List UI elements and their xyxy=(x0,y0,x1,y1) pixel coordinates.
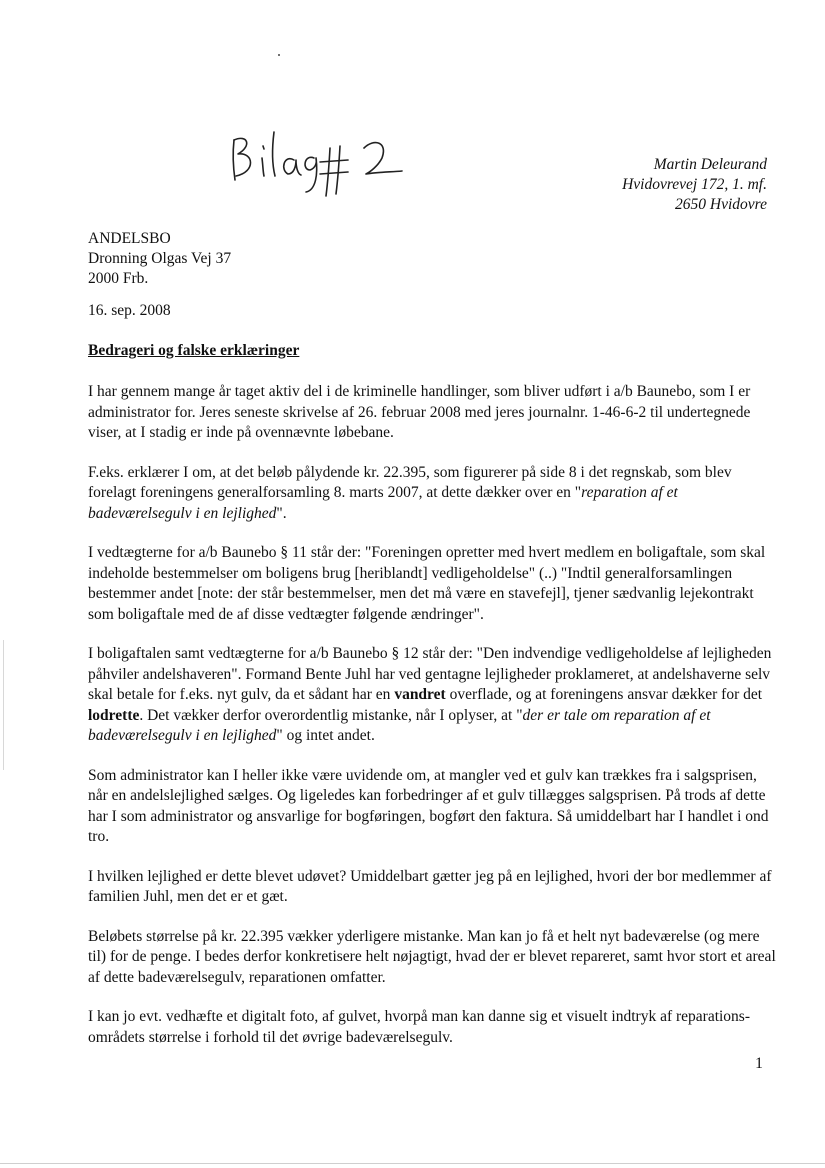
paragraph-4-bold-lodrette: lodrette xyxy=(88,706,140,724)
letter-body xyxy=(88,382,778,1067)
paragraph-2-text-a: F.eks. erklærer I om, at det beløb pålydende kr. 22.395, som figurerer på side 8 i det regnskab, som blev forelagt foreningens generalforsamling 8. marts 2007, at dette dækker over en " xyxy=(88,463,732,501)
paragraph-7: Beløbets størrelse på kr. 22.395 vækker yderligere mistanke. Man kan jo få et helt nyt badeværelse (og mere til) for de penge. I bedes derfor konkretisere helt nøjagtigt, hvad der er blevet repareret, samt hvor stort et areal af dette badeværelsegulv, reparationen omfatter. xyxy=(88,927,776,986)
paragraph-4-text-c: . Det vækker derfor overordentlig mistanke, når I oplyser, at " xyxy=(139,706,523,724)
sender-name: Martin Deleurand xyxy=(653,156,767,173)
paragraph-4 xyxy=(88,644,778,747)
sender-street: Hvidovrevej 172, 1. mf. xyxy=(622,176,767,193)
letter-date: 16. sep. 2008 xyxy=(88,302,171,319)
recipient-street: Dronning Olgas Vej 37 xyxy=(88,250,232,267)
sender-address xyxy=(622,155,767,215)
paragraph-5: Som administrator kan I heller ikke være uvidende om, at mangler ved et gulv kan trækkes fra i salgsprisen, når en andelslejlighed sælges. Og ligeledes kan forbedringer af et gulv tillægges salgsprisen. På trods af dette har I som administrator og ansvarlige for bogføringen, bogført den faktura. Så umiddelbart har I handlet i ond tro. xyxy=(88,766,769,845)
recipient-city: 2000 Frb. xyxy=(88,270,149,287)
page-number: 1 xyxy=(755,1055,763,1072)
scan-bottom-line xyxy=(0,1163,825,1164)
paragraph-4-text-a: I boligaftalen samt vedtægterne for a/b Baunebo § 12 står der: "Den indvendige vedligeholdelse af lejligheden påhviler andelshaveren". Formand Bente Juhl har ved gentagne lejligheder proklameret, at andelshaverne selv skal betale for f.eks. nyt gulv, da et sådant har en xyxy=(88,645,772,703)
recipient-name: ANDELSBO xyxy=(88,230,171,247)
paragraph-2-text-b: ". xyxy=(276,504,287,522)
sender-city: 2650 Hvidovre xyxy=(675,196,767,213)
paragraph-4-text-d: " og intet andet. xyxy=(276,727,375,744)
paragraph-1: I har gennem mange år taget aktiv del i de kriminelle handlinger, som bliver udført i a/b Baunebo, som I er administrator for. Jeres seneste skrivelse af 26. februar 2008 med jeres journalnr. 1-46-6-2 til undertegnede viser, at I stadig er inde på ovennævnte løbebane. xyxy=(88,383,751,441)
paragraph-6: I hvilken lejlighed er dette blevet udøvet? Umiddelbart gætter jeg på en lejlighed, hvori der bor medlemmer af familien Juhl, men det er et gæt. xyxy=(88,867,772,905)
paragraph-4-bold-vandret: vandret xyxy=(394,686,446,703)
scan-edge-line xyxy=(3,640,4,770)
letter-subject: Bedrageri og falske erklæringer xyxy=(88,342,300,359)
recipient-address xyxy=(88,229,231,289)
scan-speck xyxy=(278,54,280,56)
paragraph-2-quote: reparation af et badeværelsegulv i en lejlighed xyxy=(88,484,678,522)
paragraph-4-text-b: overflade, og at foreningens ansvar dækker for det xyxy=(445,686,763,703)
paragraph-8: I kan jo evt. vedhæfte et digitalt foto, af gulvet, hvorpå man kan danne sig et visuelt indtryk af reparations-områdets størrelse i forhold til det øvrige badeværelsegulv. xyxy=(88,1008,751,1046)
handwritten-label xyxy=(225,122,395,182)
paragraph-2 xyxy=(88,463,778,525)
paragraph-4-quote: der er tale om reparation af et badeværelsegulv i en lejlighed xyxy=(88,706,711,744)
paragraph-3: I vedtægterne for a/b Baunebo § 11 står der: "Foreningen opretter med hvert medlem en boligaftale, som skal indeholde bestemmelser om boligens brug [heriblandt] vedligeholdelse" (..) "Indtil generalforsamlingen bestemmer andet [note: der står bestemmelser, men det må være en stavefejl], tjener sædvanlig lejekontrakt som boligaftale med de af disse vedtægter følgende ændringer". xyxy=(88,544,766,623)
